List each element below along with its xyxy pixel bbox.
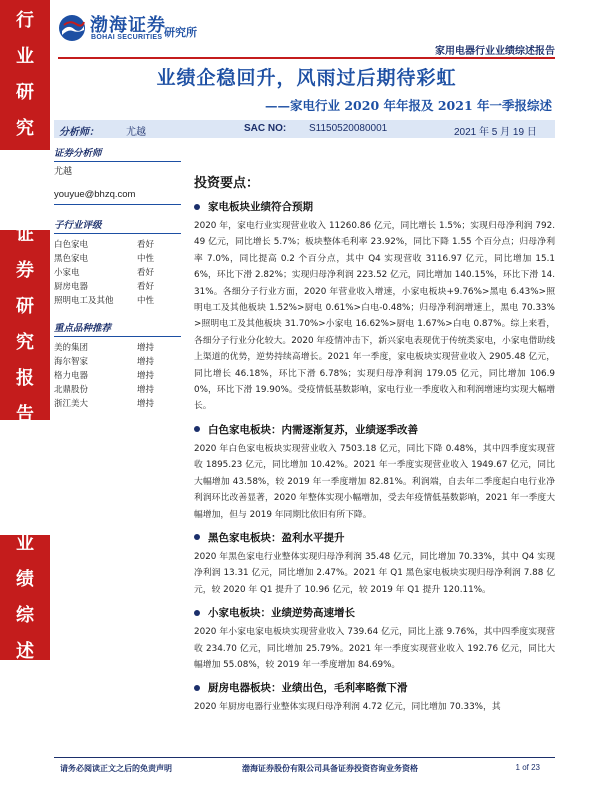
- key-stocks-heading: 重点品种推荐: [54, 320, 181, 337]
- stock-row: 格力电器 增持: [54, 371, 155, 381]
- section-title: 小家电板块：业绩逆势高速增长: [194, 605, 555, 620]
- qualification-note: 渤海证券股份有限公司具备证券投资咨询业务资格: [242, 764, 418, 773]
- report-subtitle: ——家电行业 2020 年年报及 2021 年一季报综述: [265, 98, 552, 113]
- stock-row: 浙江美大 增持: [54, 399, 155, 409]
- bullet-icon: [194, 204, 200, 210]
- report-type: 家用电器行业业绩综述报告: [435, 46, 555, 57]
- logo-wordmark: 渤海证券: [90, 15, 166, 36]
- section-title: 家电板块业绩符合预期: [194, 199, 555, 214]
- bullet-icon: [194, 534, 200, 540]
- stock-row: 海尔智家 增持: [54, 357, 155, 367]
- bullet-icon: [194, 610, 200, 616]
- section-title: 白色家电板块：内需逐渐复苏，业绩逐季改善: [194, 422, 555, 437]
- analyst-label: 分析师：: [59, 127, 99, 138]
- rating-row: 照明电工及其他 中性: [54, 296, 155, 306]
- header-divider: [58, 57, 555, 59]
- footer-divider: [54, 757, 555, 758]
- analyst-heading: 证券分析师: [54, 145, 181, 162]
- section-title: 厨房电器板块：业绩出色，毛利率略微下滑: [194, 680, 555, 695]
- bullet-icon: [194, 685, 200, 691]
- disclaimer-note: 请务必阅读正文之后的免责声明: [60, 764, 172, 773]
- side-label-performance-review: 业 绩 综 述: [0, 535, 50, 660]
- rating-row: 白色家电 看好: [54, 240, 155, 250]
- page-number: 1 of 23: [515, 763, 540, 772]
- bullet-icon: [194, 426, 200, 432]
- rating-row: 小家电 看好: [54, 268, 155, 278]
- side-label-industry-research: 行 业 研 究: [0, 0, 50, 150]
- analyst-name-left: 尤越: [54, 167, 73, 177]
- report-date: 2021 年 5 月 19 日: [454, 127, 537, 138]
- rating-row: 黑色家电 中性: [54, 254, 155, 264]
- rating-row: 厨房电器 看好: [54, 282, 155, 292]
- side-label-securities-report: 证 券 研 究 报 告: [0, 230, 50, 420]
- section-paragraph: 2020 年小家电家电板块实现营业收入 739.64 亿元，同比上涨 9.76%，其中四季度实现营收 234.70 亿元，同比增加 25.79%。2021 年一季度实现营业收入 192.76 亿元，同比大幅增加 55.08%，较 2019 年一季度增加 84.69%。: [194, 627, 555, 670]
- analyst-name: 尤越: [126, 127, 146, 138]
- section-paragraph: 2020 年，家电行业实现营业收入 11260.86 亿元，同比增长 1.5%；实现归母净利润 792.49 亿元，同比增长 5.7%；板块整体毛利率 23.92%，同比下降 1.55 个百分点；归母净利率 7.0%，同比提高 0.2 个百分点，其中 Q4 实现营收 3116.97 亿元，同比增加 15.16%，环比下滑 2.82%；实现归母净利润 223.52 亿元，同比增加 140.15%，环比下滑 14.31%。各细分子行业方面，2020 年营业收入增速，小家电板块+9.76%>黑电 6.43%>照明电工及其他板块 1.52%>厨电 0.61%>白电-0.48%；归母净利润增速上，黑电 70.33%>照明电工及其他板块 31.70%>小家电 16.62%>厨电 1.67%>白电 0.87%。综上来看，各细分子行业分化较大。2020 年疫情冲击下，新兴家电表现优于传统类家电，小家电借助线上渠道的优势，逆势持续高增长。2021 年一季度，家电板块实现营业收入 2905.48 亿元，同比增长 46.18%，环比下滑 6.78%；实现归母净利润 179.05 亿元，同比增加 106.90%，环比下滑 19.90%。受疫情低基数影响，家电行业一季度收入和利润增速均实现大幅增长。: [194, 221, 555, 412]
- divider: [54, 204, 181, 205]
- sac-number: S1150520080001: [309, 123, 388, 134]
- stock-row: 美的集团 增持: [54, 343, 155, 353]
- highlights-heading: 投资要点：: [194, 176, 260, 191]
- analyst-email[interactable]: youyue@bhzq.com: [54, 189, 136, 200]
- analyst-bar: [54, 120, 555, 138]
- sac-label: SAC NO:: [244, 123, 287, 134]
- report-title: 业绩企稳回升，风雨过后期待彩虹: [156, 67, 457, 89]
- investment-highlights: [194, 172, 555, 716]
- bohai-logo-icon: [58, 14, 86, 42]
- info-column: [54, 145, 181, 411]
- sub-industry-rating-heading: 子行业评级: [54, 217, 181, 234]
- stock-row: 北鼎股份 增持: [54, 385, 155, 395]
- section-title: 黑色家电板块：盈利水平提升: [194, 530, 555, 545]
- institute-label: 研究所: [164, 26, 197, 39]
- section-paragraph: 2020 年白色家电板块实现营业收入 7503.18 亿元，同比下降 0.48%，其中四季度实现营收 1895.23 亿元，同比增加 10.42%。2021 年一季度实现营业收入 1949.67 亿元，同比大幅增加 43.58%，较 2019 年一季度增加 82.81%。利润端，自去年二季度起白电行业净利润环比改善显著，2020 年整体实现小幅增加，受去年疫情低基数影响，2021 年一季度大幅增加，但与 2019 年同期比依旧有所下降。: [194, 443, 555, 520]
- section-paragraph: 2020 年厨房电器行业整体实现归母净利润 4.72 亿元，同比增加 70.33%，其: [194, 702, 501, 713]
- side-band: [0, 0, 50, 800]
- logo-english-name: BOHAI SECURITIES: [91, 34, 163, 41]
- section-paragraph: 2020 年黑色家电行业整体实现归母净利润 35.48 亿元，同比增加 70.33%，其中 Q4 实现净利润 13.31 亿元，同比增加 2.47%。2021 年 Q1 黑色家电板块实现归母净利润 7.88 亿元，较 2020 年 Q1 提升了 10.96 亿元，较 2019 年 Q1 提升 120.11%。: [194, 551, 555, 595]
